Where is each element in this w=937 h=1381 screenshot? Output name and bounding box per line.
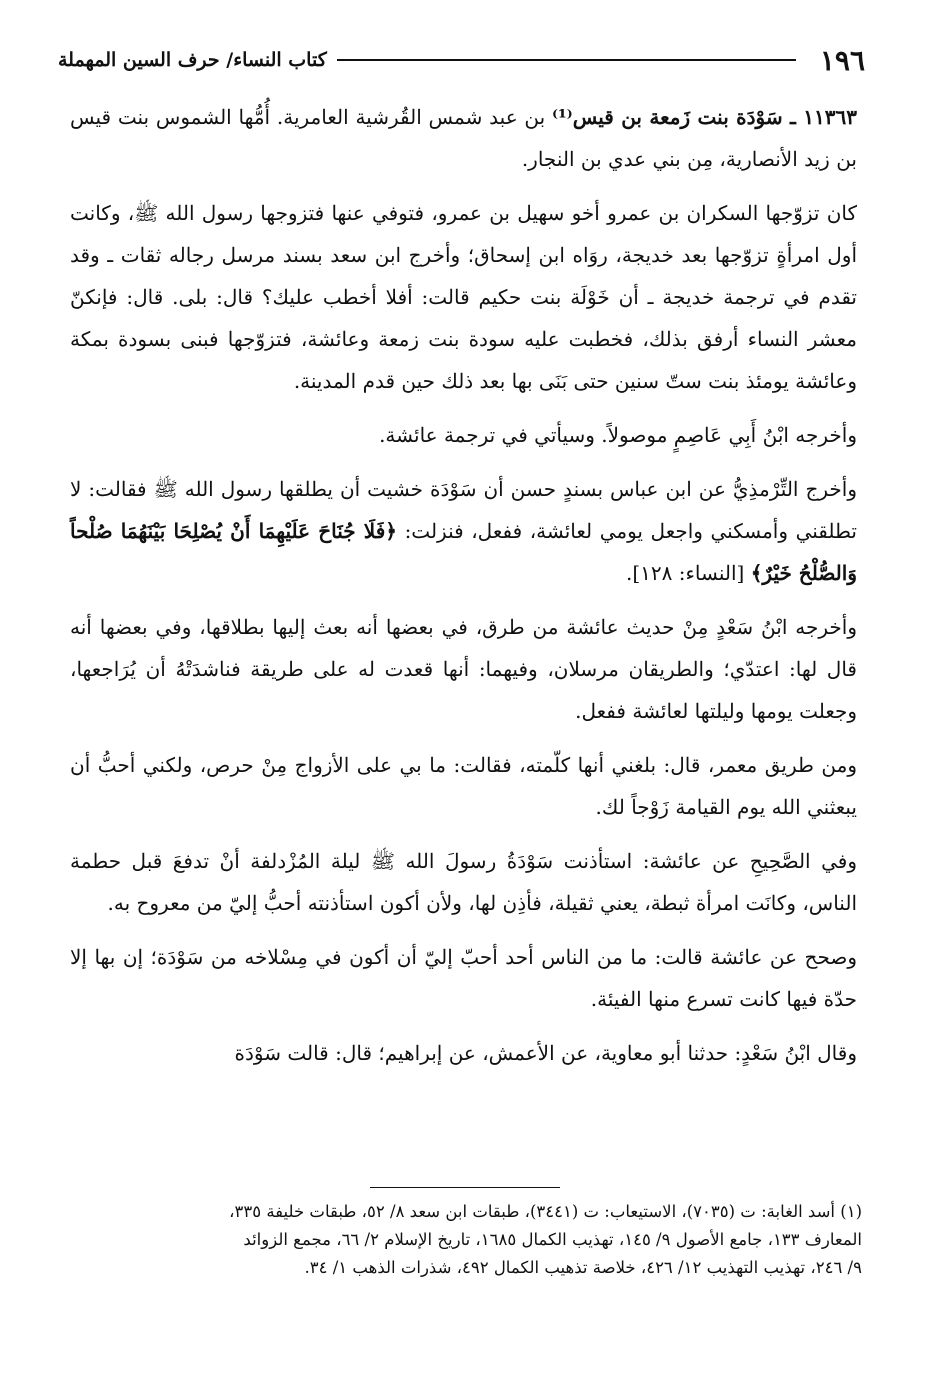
verse-reference: [النساء: ١٢٨]. xyxy=(626,561,751,585)
book-title: كتاب النساء/ حرف السين المهملة xyxy=(58,49,327,71)
entry-paragraph-5: وأخرجه ابْنُ سَعْدٍ مِنْ حديث عائشة من طرق، في بعضها أنه بعث إليها بطلاقها، وفي بعضها أنه قال لها: اعتدّي؛ والطريقان مرسلان، وفيهما: أنها قعدت له على طريقة فناشدَتْهُ أن يُرَاجعها، وجعلت يومها وليلتها لعائشة ففعل. xyxy=(70,615,857,723)
header-rule xyxy=(337,59,796,61)
entry-paragraph-6: ومن طريق معمر، قال: بلغني أنها كلّمته، فقالت: ما بي على الأزواج مِنْ حرص، ولكني أحبُّ أن يبعثني الله يوم القيامة زَوْجاً لك. xyxy=(70,753,857,819)
page-header xyxy=(58,40,865,80)
entry-paragraph-7: وفي الصَّحِيحِ عن عائشة: استأذنت سَوْدَةُ رسولَ الله ﷺ ليلة المُزْدلفة أنْ تدفعَ قبل حطمة الناس، وكانَت امرأة ثبطة، يعني ثقيلة، فأذِن لها، ولأن أكون استأذنته أحبُّ إليّ من معروح به. xyxy=(70,849,857,915)
quran-verse: ﴿فَلَا جُنَاحَ عَلَيْهِمَا أَنْ يُصْلِحَا بَيْنَهُمَا صُلْحاً وَالصُّلْحُ خَيْرٌ﴾ xyxy=(70,519,857,585)
entry-paragraph-8: وصحح عن عائشة قالت: ما من الناس أحد أحبّ إليّ أن أكون في مِسْلاخه من سَوْدَة؛ إن بها إلا حدّة فيها كانت تسرع منها الفيئة. xyxy=(70,945,857,1011)
footnote-line-2: المعارف ١٣٣، جامع الأصول ٩/ ١٤٥، تهذيب الكمال ١٦٨٥، تاريخ الإسلام ٢/ ٦٦، مجمع الزوائد xyxy=(243,1230,862,1249)
entry-paragraph-1 xyxy=(70,96,857,180)
footnote-line-3: ٩/ ٢٤٦، تهذيب التهذيب ١٢/ ٤٢٦، خلاصة تذهيب الكمال ٤٩٢، شذرات الذهب ١/ ٣٤. xyxy=(304,1258,862,1277)
footnote-rule xyxy=(370,1187,560,1188)
footnote-line-1: (١) أسد الغابة: ت (٧٠٣٥)، الاستيعاب: ت (٣٤٤١)، طبقات ابن سعد ٨/ ٥٢، طبقات خليفة ٣٣٥، xyxy=(229,1202,862,1221)
entry-heading: ١١٣٦٣ ـ سَوْدَة بنت زَمعة بن قيس⁽¹⁾ xyxy=(552,105,857,129)
entry-paragraph-4-text: وأخرج التِّرْمذِيُّ عن ابن عباس بسندٍ حسن أن سَوْدَة خشيت أن يطلقها رسول الله ﷺ فقالت: لا تطلقني وأمسكني واجعل يومي لعائشة، ففعل، فنزلت: xyxy=(70,477,857,543)
entry-paragraph-3: وأخرجه ابْنُ أَبِي عَاصِمٍ موصولاً. وسيأتي في ترجمة عائشة. xyxy=(379,423,857,447)
footnotes xyxy=(80,1198,862,1282)
entry-paragraph-2: كان تزوّجها السكران بن عمرو أخو سهيل بن عمرو، فتوفي عنها فتزوجها رسول الله ﷺ، وكانت أول امرأةٍ تزوّجها بعد خديجة، روَاه ابن إسحاق؛ وأخرج ابن سعد بسند مرسل رجاله ثقات ـ وقد تقدم في ترجمة خديجة ـ أن خَوْلَة بنت حكيم قالت: أفلا أخطب عليك؟ قال: بلى. قال: فإنكنّ معشر النساء أرفق بذلك، فخطبت عليه سودة بنت زمعة وعائشة، فتزوّجها فبنى بسودة بمكة وعائشة يومئذ بنت ستّ سنين حتى بَنَى بها بعد ذلك حين قدم المدينة. xyxy=(70,201,857,393)
entry-paragraph-4 xyxy=(70,468,857,594)
entry-paragraph-9: وقال ابْنُ سَعْدٍ: حدثنا أبو معاوية، عن الأعمش، عن إبراهيم؛ قال: قالت سَوْدَة xyxy=(234,1041,857,1065)
entry-paragraph-1-text: بن عبد شمس القُرشية العامرية. أُمُّها الشموس بنت قيس بن زيد الأنصارية، مِن بني عدي بن النجار. xyxy=(70,105,857,171)
main-text xyxy=(70,96,857,1086)
page-number: ١٩٦ xyxy=(819,43,865,77)
